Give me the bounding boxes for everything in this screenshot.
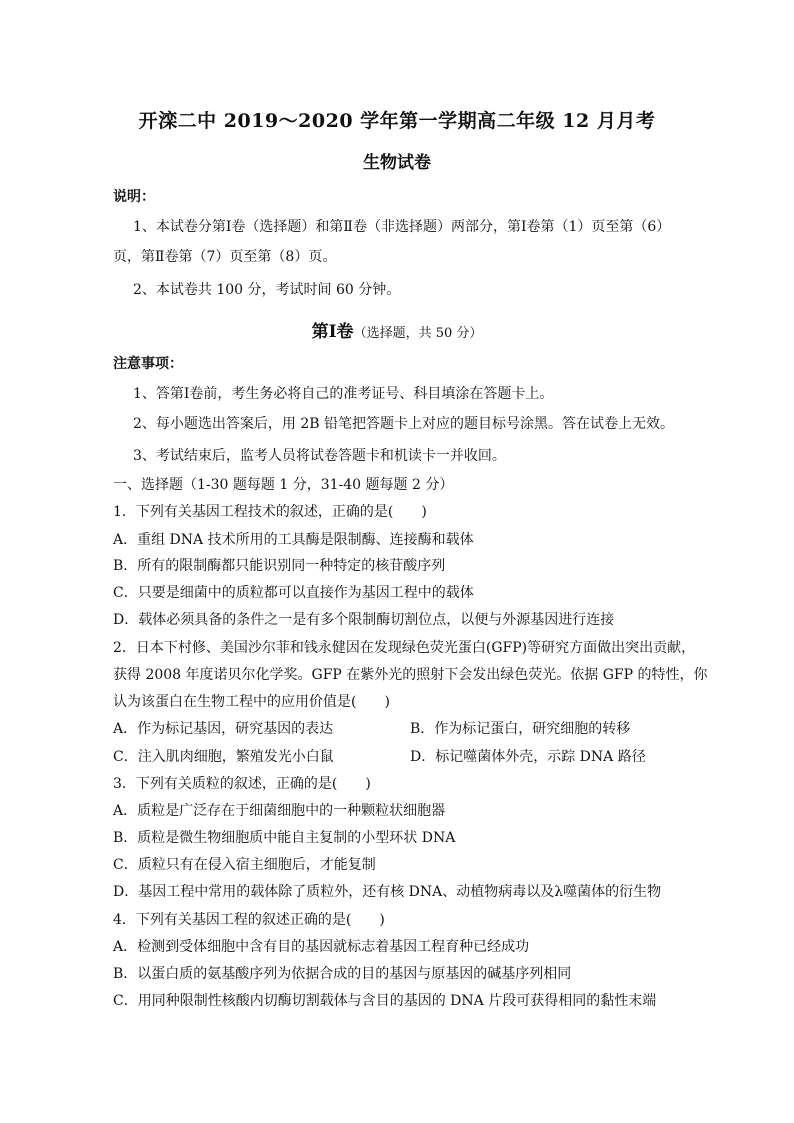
question-1-option-b: B．所有的限制酶都只能识别同一种特定的核苷酸序列 [113, 558, 446, 574]
question-1-option-c: C．只要是细菌中的质粒都可以直接作为基因工程中的载体 [113, 585, 474, 601]
question-2-stem-line-3: 认为该蛋白在生物工程中的应用价值是( ) [113, 694, 390, 710]
question-4-option-b: B．以蛋白质的氨基酸序列为依据合成的目的基因与原基因的碱基序列相同 [113, 966, 572, 982]
question-2-option-b: B．作为标记蛋白，研究细胞的转移 [410, 721, 631, 737]
question-2-stem-line-2: 获得 2008 年度诺贝尔化学奖。GFP 在紫外光的照射下会发出绿色荧光。依据 GFP 的特性，你 [113, 667, 708, 683]
question-2-option-d: D．标记噬菌体外壳，示踪 DNA 路径 [410, 749, 646, 765]
question-3-stem: 3．下列有关质粒的叙述，正确的是( ) [113, 776, 371, 792]
question-2-option-a: A．作为标记基因，研究基因的表达 [113, 721, 334, 737]
section-1-title [0, 317, 794, 342]
question-1-option-d: D．载体必须具备的条件之一是有多个限制酶切割位点，以便与外源基因进行连接 [113, 612, 615, 628]
question-3-option-a: A．质粒是广泛存在于细菌细胞中的一种颗粒状细胞器 [113, 803, 446, 819]
part-heading: 一、选择题（1-30 题每题 1 分，31-40 题每题 2 分） [113, 477, 454, 493]
question-3-option-c: C．质粒只有在侵入宿主细胞后，才能复制 [113, 857, 376, 873]
note-item-1: 1、答第Ⅰ卷前，考生务必将自己的准考证号、科目填涂在答题卡上。 [133, 386, 554, 402]
question-2-stem-line-1: 2．日本下村修、美国沙尔菲和钱永健因在发现绿色荧光蛋白(GFP)等研究方面做出突出贡献， [113, 640, 696, 656]
question-3-option-b: B．质粒是微生物细胞质中能自主复制的小型环状 DNA [113, 830, 456, 846]
instruction-item-1-line-1: 1、本试卷分第Ⅰ卷（选择题）和第Ⅱ卷（非选择题）两部分，第Ⅰ卷第（1）页至第（6） [133, 219, 671, 235]
exam-title: 开滦二中 2019～2020 学年第一学期高二年级 12 月月考 [138, 110, 656, 132]
question-2-option-c: C．注入肌肉细胞，繁殖发光小白鼠 [113, 749, 334, 765]
instructions-label: 说明： [113, 189, 155, 205]
instruction-item-2: 2、本试卷共 100 分，考试时间 60 分钟。 [133, 282, 401, 298]
question-3-option-d: D．基因工程中常用的载体除了质粒外，还有核 DNA、动植物病毒以及λ噬菌体的衍生物 [113, 884, 662, 900]
question-4-option-a: A．检测到受体细胞中含有目的基因就标志着基因工程育种已经成功 [113, 939, 530, 955]
note-item-2: 2、每小题选出答案后，用 2B 铅笔把答题卡上对应的题目标号涂黑。答在试卷上无效。 [133, 416, 675, 432]
section-1-note: （选择题，共 50 分） [353, 326, 483, 341]
note-item-3: 3、考试结束后，监考人员将试卷答题卡和机读卡一并收回。 [133, 448, 506, 464]
exam-subtitle: 生物试卷 [363, 153, 431, 173]
question-1-stem: 1．下列有关基因工程技术的叙述，正确的是( ) [113, 504, 427, 520]
question-4-option-c: C．用同种限制性核酸内切酶切割载体与含目的基因的 DNA 片段可获得相同的黏性末端 [113, 993, 657, 1009]
question-4-stem: 4．下列有关基因工程的叙述正确的是( ) [113, 912, 385, 928]
notes-label: 注意事项： [113, 356, 183, 372]
instruction-item-1-line-2: 页，第Ⅱ卷第（7）页至第（8）页。 [113, 249, 337, 265]
section-1-label: 第Ⅰ卷 [311, 322, 354, 342]
question-1-option-a: A．重组 DNA 技术所用的工具酶是限制酶、连接酶和载体 [113, 532, 474, 548]
